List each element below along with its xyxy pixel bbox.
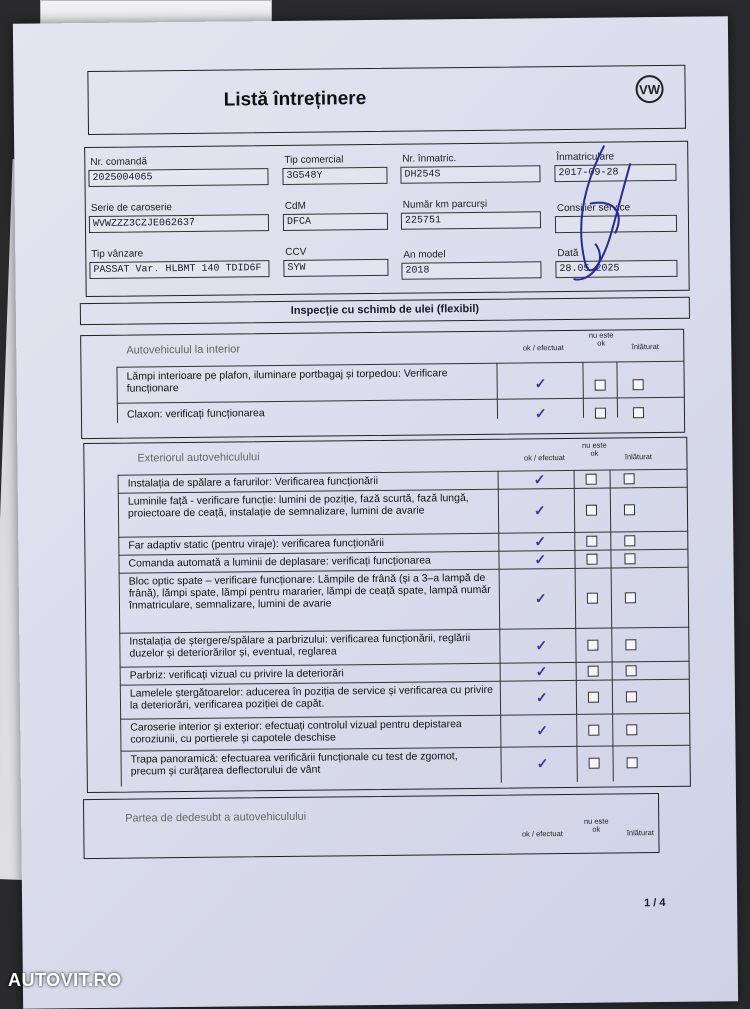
title-box <box>87 65 686 135</box>
interior-group-title: Autovehiculul la interior <box>126 343 241 357</box>
service-advisor-label: Consilier service <box>556 202 631 215</box>
not-ok-checkbox[interactable] <box>587 593 598 604</box>
model-year-value: 2018 <box>401 261 541 279</box>
removed-checkbox[interactable] <box>624 504 635 515</box>
row-text: Far adaptiv static (pentru viraje): verificarea funcționării <box>128 536 384 552</box>
underbody-group <box>83 793 660 859</box>
page-title: Listă întreținere <box>223 88 367 111</box>
not-ok-checkbox[interactable] <box>586 536 597 547</box>
check-mark-icon[interactable]: ✓ <box>533 471 546 488</box>
not-ok-checkbox[interactable] <box>586 554 597 565</box>
registration-date-value: 2017-09-28 <box>554 164 676 182</box>
col-removed-header: înlăturat <box>631 342 659 352</box>
commercial-type-label: Tip comercial <box>284 154 344 166</box>
order-number-value: 2025004065 <box>88 168 268 187</box>
row-text: Caroserie interior și exterior: efectuați controlul vizual pentru depistarea coroziunii, cu portierele și capotele deschise <box>130 718 462 746</box>
row-text: Bloc optic spate – verificare funcționare: Lămpile de frână (și a 3–a lampă de frână), lămpi spate, lămpi pentru mararier, lămpi de ceață spate, lampă număr înmatriculare, semnalizare, lumini de avarie <box>128 571 491 612</box>
inspection-title: Inspecție cu schimb de ulei (flexibil) <box>290 302 480 317</box>
order-number-label: Nr. comandă <box>90 156 148 168</box>
check-mark-icon[interactable]: ✓ <box>534 551 547 568</box>
check-mark-icon[interactable]: ✓ <box>534 375 547 392</box>
row-text: Instalația de ștergere/spălare a parbrizului: verificarea funcționării, reglării duzelor și deteriorărilor și, eventual, reglarea <box>129 632 471 660</box>
not-ok-checkbox[interactable] <box>589 758 600 769</box>
date-value: 28.05.2025 <box>555 260 677 278</box>
sale-type-value: PASSAT Var. HLBMT 140 TDID6F <box>89 260 269 279</box>
removed-checkbox[interactable] <box>625 592 636 603</box>
registration-number-value: DH254S <box>400 165 540 183</box>
row-text: Luminile față - verificare funcție: lumini de poziție, fază scurtă, fază lungă, proiectoare de ceață, instalație de semnalizare, lumini de avarie <box>127 492 469 520</box>
check-mark-icon[interactable]: ✓ <box>535 663 548 680</box>
not-ok-checkbox[interactable] <box>595 380 606 391</box>
col-ok-header: ok / efectuat <box>522 343 564 353</box>
removed-checkbox[interactable] <box>633 407 644 418</box>
vin-value: WVWZZZ3CZJE062637 <box>89 214 269 233</box>
removed-checkbox[interactable] <box>624 535 635 546</box>
registration-number-label: Nr. înmatric. <box>402 153 457 165</box>
sale-type-label: Tip vânzare <box>91 248 144 260</box>
not-ok-checkbox[interactable] <box>587 640 598 651</box>
removed-checkbox[interactable] <box>624 473 635 484</box>
removed-checkbox[interactable] <box>633 379 644 390</box>
check-mark-icon[interactable]: ✓ <box>536 722 549 739</box>
removed-checkbox[interactable] <box>626 665 637 676</box>
row-text: Lămpi interioare pe plafon, iluminare portbagaj și torpedou: Verificare funcționare <box>126 367 448 395</box>
removed-checkbox[interactable] <box>625 639 636 650</box>
not-ok-checkbox[interactable] <box>588 666 599 677</box>
exterior-group-title: Exteriorul autovehiculului <box>137 451 260 465</box>
mileage-label: Număr km parcurși <box>402 198 488 211</box>
check-mark-icon[interactable]: ✓ <box>534 405 547 422</box>
col-not-ok-header: nu este ok <box>581 440 607 458</box>
removed-checkbox[interactable] <box>626 691 637 702</box>
col-not-ok-header: nu este ok <box>588 330 614 348</box>
date-label: Dată <box>557 247 579 260</box>
col-ok-header: ok / efectuat <box>523 453 565 463</box>
registration-date-label: Înmatriculare <box>556 151 615 164</box>
col-ok-header: ok / efectuat <box>521 829 563 839</box>
maintenance-sheet <box>13 16 738 1008</box>
row-text: Instalația de spălare a farurilor: Verificarea funcționării <box>127 474 379 490</box>
not-ok-checkbox[interactable] <box>588 692 599 703</box>
check-mark-icon[interactable]: ✓ <box>534 533 547 550</box>
row-text: Comanda automată a luminii de deplasare: verificați funcționarea <box>128 554 431 570</box>
col-removed-header: înlăturat <box>624 452 653 462</box>
underbody-group-title: Partea de dedesubt a autovehiculului <box>125 810 307 825</box>
ccv-label: CCV <box>285 246 307 258</box>
vw-logo-icon: VW <box>635 75 663 103</box>
check-mark-icon[interactable]: ✓ <box>535 689 548 706</box>
row-text: Trapa panoramică: efectuarea verificării funcționale cu test de zgomot, precum și curățarea deflectorului de vânt <box>130 750 458 778</box>
col-removed-header: înlăturat <box>626 828 654 838</box>
removed-checkbox[interactable] <box>626 724 637 735</box>
col-not-ok-header: nu este ok <box>583 816 609 834</box>
row-text: Parbriz: verificați vizual cu privire la deteriorări <box>129 667 344 682</box>
removed-checkbox[interactable] <box>624 553 635 564</box>
page-number: 1 / 4 <box>644 896 666 910</box>
signature <box>554 143 636 294</box>
not-ok-checkbox[interactable] <box>586 474 597 485</box>
vin-label: Serie de caroserie <box>90 202 173 214</box>
check-mark-icon[interactable]: ✓ <box>536 755 549 772</box>
row-text: Lamelele ștergătoarelor: aducerea în poziția de service și verificarea cu privire la deteriorări, verificarea poziției de capăt. <box>129 683 493 712</box>
cdm-value: DFCA <box>283 213 388 231</box>
check-mark-icon[interactable]: ✓ <box>533 502 546 519</box>
row-text: Claxon: verificați funcționarea <box>126 407 265 421</box>
commercial-type-value: 3G548Y <box>282 167 387 185</box>
removed-checkbox[interactable] <box>627 757 638 768</box>
not-ok-checkbox[interactable] <box>588 725 599 736</box>
watermark: AUTOVIT.RO <box>8 970 122 990</box>
model-year-label: An model <box>403 249 446 261</box>
not-ok-checkbox[interactable] <box>586 505 597 516</box>
not-ok-checkbox[interactable] <box>595 408 606 419</box>
mileage-value: 225751 <box>401 211 541 229</box>
cdm-label: CdM <box>284 200 306 212</box>
check-mark-icon[interactable]: ✓ <box>534 590 547 607</box>
check-mark-icon[interactable]: ✓ <box>535 637 548 654</box>
ccv-value: SYW <box>283 259 388 277</box>
